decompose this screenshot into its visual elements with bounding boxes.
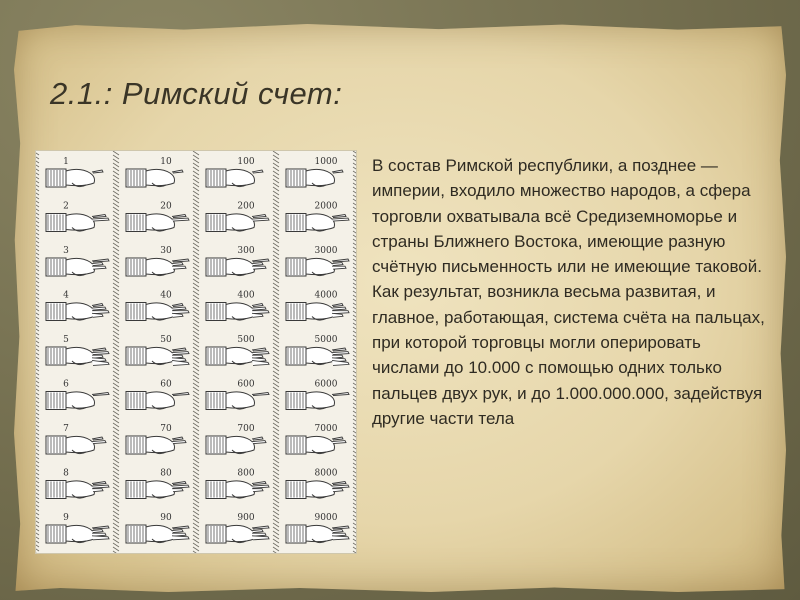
- gesture-number-label: 80: [160, 468, 172, 479]
- hand-gesture: [46, 469, 109, 499]
- gesture-number-label: 6000: [314, 379, 338, 390]
- gesture-number-label: 30: [160, 246, 172, 256]
- gesture-number-label: 6: [63, 379, 69, 390]
- gesture-number-label: 5000: [314, 335, 338, 345]
- gesture-number-label: 9: [63, 513, 69, 523]
- hand-gesture: [126, 246, 189, 276]
- hand-gesture: [286, 513, 349, 543]
- hand-gesture: [46, 335, 109, 365]
- gesture-number-label: 5: [63, 335, 69, 345]
- hand-gesture: [286, 469, 349, 499]
- gesture-number-label: 100: [237, 157, 255, 167]
- finger-counting-illustration: [35, 150, 357, 554]
- hand-gesture: [46, 291, 109, 321]
- gesture-number-label: 40: [160, 290, 172, 301]
- gesture-number-label: 600: [237, 379, 255, 390]
- gesture-number-label: 7000: [314, 424, 338, 434]
- hand-gesture: [206, 335, 269, 365]
- hand-gesture: [46, 157, 103, 187]
- gesture-number-label: 400: [237, 290, 255, 301]
- gesture-number-label: 90: [160, 513, 172, 523]
- hand-gesture: [286, 291, 349, 321]
- gesture-number-label: 4: [63, 290, 69, 301]
- gesture-number-label: 2000: [314, 201, 338, 212]
- hand-gesture: [46, 380, 109, 410]
- hand-counting-woodcut-icon: [36, 151, 356, 553]
- hand-gesture: [206, 424, 266, 454]
- slide-title: 2.1.: Римский счет:: [50, 76, 343, 111]
- gesture-number-label: 3000: [314, 246, 338, 256]
- hand-gesture: [46, 513, 109, 543]
- hand-gesture: [286, 246, 349, 276]
- gesture-number-label: 1: [63, 157, 69, 167]
- hand-gesture: [46, 246, 109, 276]
- hand-gesture: [206, 469, 269, 499]
- hand-gesture: [206, 157, 263, 187]
- hand-gesture: [286, 424, 346, 454]
- hand-gesture: [286, 157, 343, 187]
- hand-gesture: [126, 157, 183, 187]
- gesture-number-label: 500: [237, 335, 255, 345]
- gesture-number-label: 10: [160, 157, 172, 167]
- gesture-number-label: 70: [160, 424, 172, 434]
- gesture-number-label: 9000: [314, 513, 338, 523]
- hand-gesture: [286, 202, 349, 232]
- hand-gesture: [206, 513, 269, 543]
- gesture-number-label: 50: [160, 335, 172, 345]
- gesture-number-label: 1000: [314, 157, 338, 167]
- hand-gesture: [286, 335, 349, 365]
- gesture-number-label: 900: [237, 513, 255, 523]
- gesture-number-label: 800: [237, 468, 255, 479]
- gesture-number-label: 60: [160, 379, 172, 390]
- gesture-number-label: 3: [63, 246, 69, 256]
- hand-gesture: [126, 424, 186, 454]
- hand-gesture: [286, 380, 349, 410]
- hand-gesture: [126, 291, 189, 321]
- gesture-number-label: 8000: [314, 468, 338, 479]
- gesture-number-label: 200: [237, 201, 255, 212]
- gesture-number-label: 700: [237, 424, 255, 434]
- hand-gesture: [126, 202, 189, 232]
- hand-gesture: [126, 335, 189, 365]
- gesture-number-label: 300: [237, 246, 255, 256]
- hand-gesture: [206, 202, 269, 232]
- hand-gesture: [206, 291, 269, 321]
- hand-gesture: [206, 246, 269, 276]
- slide-body-text: В состав Римской республики, а позднее — империи, входило множество народов, а сфера торговли охватывала всё Средиземноморье и страны Ближнего Востока, имеющие разную счётную письменность или не имеющие таковой. Как результат, возникла весьма развитая, и главное, работающая, система счёта на пальцах, при которой торговцы могли оперировать числами до 10.000 с помощью одних только пальцев двух рук, и до 1.000.000.000, задействуя другие части тела: [372, 156, 765, 428]
- gesture-number-label: 20: [160, 201, 172, 212]
- gesture-number-label: 8: [63, 468, 69, 479]
- gesture-number-label: 4000: [314, 290, 338, 301]
- hand-gesture: [46, 202, 109, 232]
- hand-gesture: [46, 424, 106, 454]
- hand-gesture: [126, 380, 189, 410]
- hand-gesture: [206, 380, 269, 410]
- gesture-number-label: 7: [63, 424, 69, 434]
- hand-gesture: [126, 469, 189, 499]
- gesture-number-label: 2: [63, 201, 69, 212]
- hand-gesture: [126, 513, 189, 543]
